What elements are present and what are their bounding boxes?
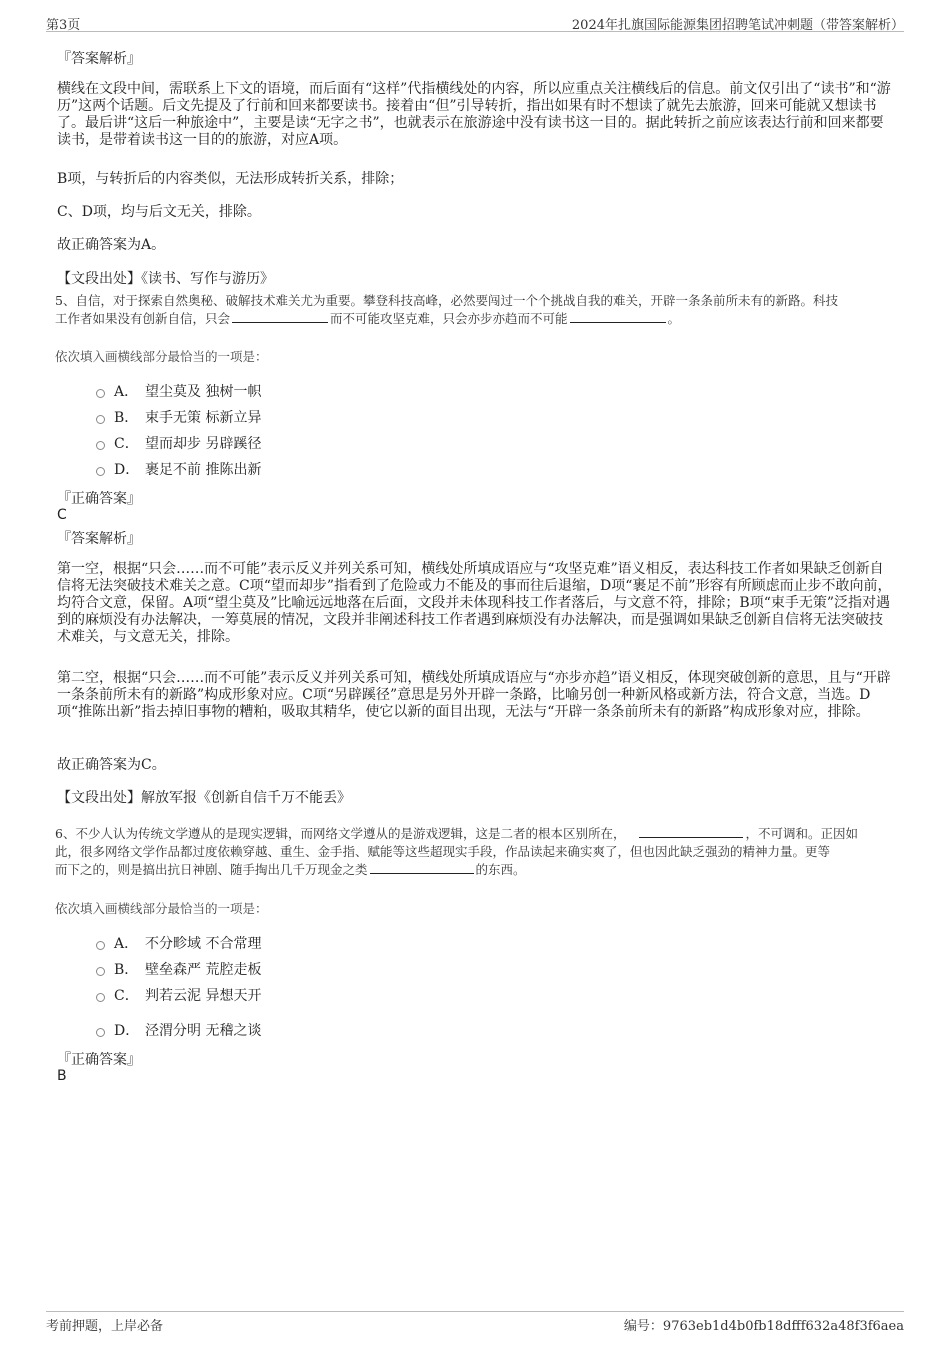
fill-blank	[570, 310, 666, 323]
option-a[interactable]	[96, 934, 261, 952]
fill-blank	[232, 310, 328, 323]
option-text: 不分畛域 不合常理	[145, 936, 262, 952]
document-title: 2024年扎旗国际能源集团招聘笔试冲刺题（带答案解析）	[571, 18, 904, 33]
fill-blank	[370, 861, 474, 874]
document-id: 编号：9763eb1d4b0fb18dfff632a48f3f6aea	[623, 1319, 904, 1334]
option-text: 判若云泥 异想天开	[145, 988, 262, 1004]
radio-icon[interactable]	[96, 415, 105, 424]
question-text: 6、不少人认为传统文学遵从的是现实逻辑，而网络文学遵从的是游戏逻辑，这是二者的根本区别所在，	[55, 826, 626, 841]
radio-icon[interactable]	[96, 467, 105, 476]
correct-answer-label: 『正确答案』	[57, 1052, 141, 1068]
option-text: 壁垒森严 荒腔走板	[145, 962, 262, 978]
option-b[interactable]	[96, 408, 261, 426]
option-b[interactable]	[96, 960, 261, 978]
question-text: 。	[667, 311, 681, 326]
option-a[interactable]	[96, 382, 261, 400]
radio-icon[interactable]	[96, 941, 105, 950]
correct-answer-label: 『正确答案』	[57, 491, 141, 507]
option-key: D．	[114, 1023, 140, 1039]
question-text: 5、自信，对于探索自然奥秘、破解技术难关尤为重要。攀登科技高峰，必然要闯过一个个挑战自我的难关，开辟一条条前所未有的新路。科技	[55, 293, 838, 308]
option-d[interactable]	[96, 460, 261, 478]
option-text: 望尘莫及 独树一帜	[145, 384, 262, 400]
question-text: ，不可调和。正因如	[745, 826, 858, 841]
question-text: 的东西。	[475, 862, 526, 877]
header-divider	[46, 31, 904, 32]
option-key: C．	[114, 988, 139, 1004]
footer-divider	[46, 1311, 904, 1312]
question-text: 此，很多网络文学作品都过度依赖穿越、重生、金手指、赋能等这些超现实手段，作品读起来确实爽了，但也因此缺乏强劲的精神力量。更等	[55, 844, 831, 859]
footer-slogan: 考前押题，上岸必备	[46, 1319, 164, 1334]
correct-answer: B	[57, 1068, 67, 1084]
question-6-stem	[55, 825, 900, 879]
question-prompt: 依次填入画横线部分最恰当的一项是：	[55, 349, 268, 364]
analysis-paragraph: 第一空，根据“只会……而不可能”表示反义并列关系可知，横线处所填成语应与“攻坚克难”语义相反，表达科技工作者如果缺乏创新自信将无法突破技术难关之意。C项“望而却步”指看到了危险或力不能及的事而往后退缩，D项“裹足不前”形容有所顾虑而止步不敢向前，均符合文意，保留。A项“望尘莫及”比喻远远地落在后面，文段并未体现科技工作者落后，与文意不符，排除；B项“束手无策”泛指对遇到的麻烦没有办法解决，一筹莫展的情况，文段并非阐述科技工作者遇到麻烦没有办法解决，而是强调如果缺乏创新自信将无法突破技术难关，与文意无关，排除。	[57, 561, 892, 645]
option-key: A．	[114, 384, 139, 400]
option-key: B．	[114, 410, 139, 426]
radio-icon[interactable]	[96, 993, 105, 1002]
conclusion: 故正确答案为A。	[57, 237, 166, 253]
option-text: 望而却步 另辟蹊径	[145, 436, 262, 452]
analysis-paragraph: 横线在文段中间，需联系上下文的语境，而后面有“这样”代指横线处的内容，所以应重点关注横线后的信息。前文仅引出了“读书”和“游历”这两个话题。后文先提及了行前和回来都要读书。接着由“但”引导转折，指出如果有时不想读了就先去旅游，回来可能就又想读书了。最后讲“这后一种旅途中”，主要是读“无字之书”，也就表示在旅游途中没有读书这一目的。据此转折之前应该表达行前和回来都要读书，是带着读书这一目的的旅游，对应A项。	[57, 81, 891, 148]
radio-icon[interactable]	[96, 389, 105, 398]
option-key: C．	[114, 436, 139, 452]
option-d[interactable]	[96, 1021, 261, 1039]
question-5-stem	[55, 292, 900, 328]
option-text: 泾渭分明 无稽之谈	[145, 1023, 262, 1039]
analysis-label: 『答案解析』	[57, 51, 141, 67]
question-text: 而下之的，则是搞出抗日神剧、随手掏出几千万现金之类	[55, 862, 368, 877]
page-number: 第3页	[46, 18, 81, 33]
option-key: A．	[114, 936, 139, 952]
source-citation: 【文段出处】《读书、写作与游历》	[57, 271, 274, 287]
question-text: 工作者如果没有创新自信，只会	[55, 311, 231, 326]
source-citation: 【文段出处】解放军报《创新自信千万不能丢》	[57, 790, 351, 806]
option-text: 束手无策 标新立异	[145, 410, 262, 426]
analysis-paragraph: C、D项，均与后文无关，排除。	[57, 204, 261, 220]
option-c[interactable]	[96, 434, 261, 452]
radio-icon[interactable]	[96, 1028, 105, 1037]
option-key: B．	[114, 962, 139, 978]
analysis-paragraph: 第二空，根据“只会……而不可能”表示反义并列关系可知，横线处所填成语应与“亦步亦趋”语义相反，体现突破创新的意思，且与“开辟一条条前所未有的新路”构成形象对应。C项“另辟蹊径”意思是另外开辟一条路，比喻另创一种新风格或新方法，符合文意，当选。D项“推陈出新”指去掉旧事物的糟粕，吸取其精华，使它以新的面目出现，无法与“开辟一条条前所未有的新路”构成形象对应，排除。	[57, 670, 891, 720]
radio-icon[interactable]	[96, 441, 105, 450]
option-text: 裹足不前 推陈出新	[145, 462, 262, 478]
analysis-label: 『答案解析』	[57, 531, 141, 547]
conclusion: 故正确答案为C。	[57, 757, 166, 773]
radio-icon[interactable]	[96, 967, 105, 976]
analysis-paragraph: B项，与转折后的内容类似，无法形成转折关系，排除；	[57, 171, 404, 187]
option-c[interactable]	[96, 986, 261, 1004]
question-prompt: 依次填入画横线部分最恰当的一项是：	[55, 901, 268, 916]
option-key: D．	[114, 462, 140, 478]
correct-answer: C	[57, 507, 67, 523]
question-text: 而不可能攻坚克难，只会亦步亦趋而不可能	[330, 311, 568, 326]
fill-blank	[639, 825, 743, 838]
